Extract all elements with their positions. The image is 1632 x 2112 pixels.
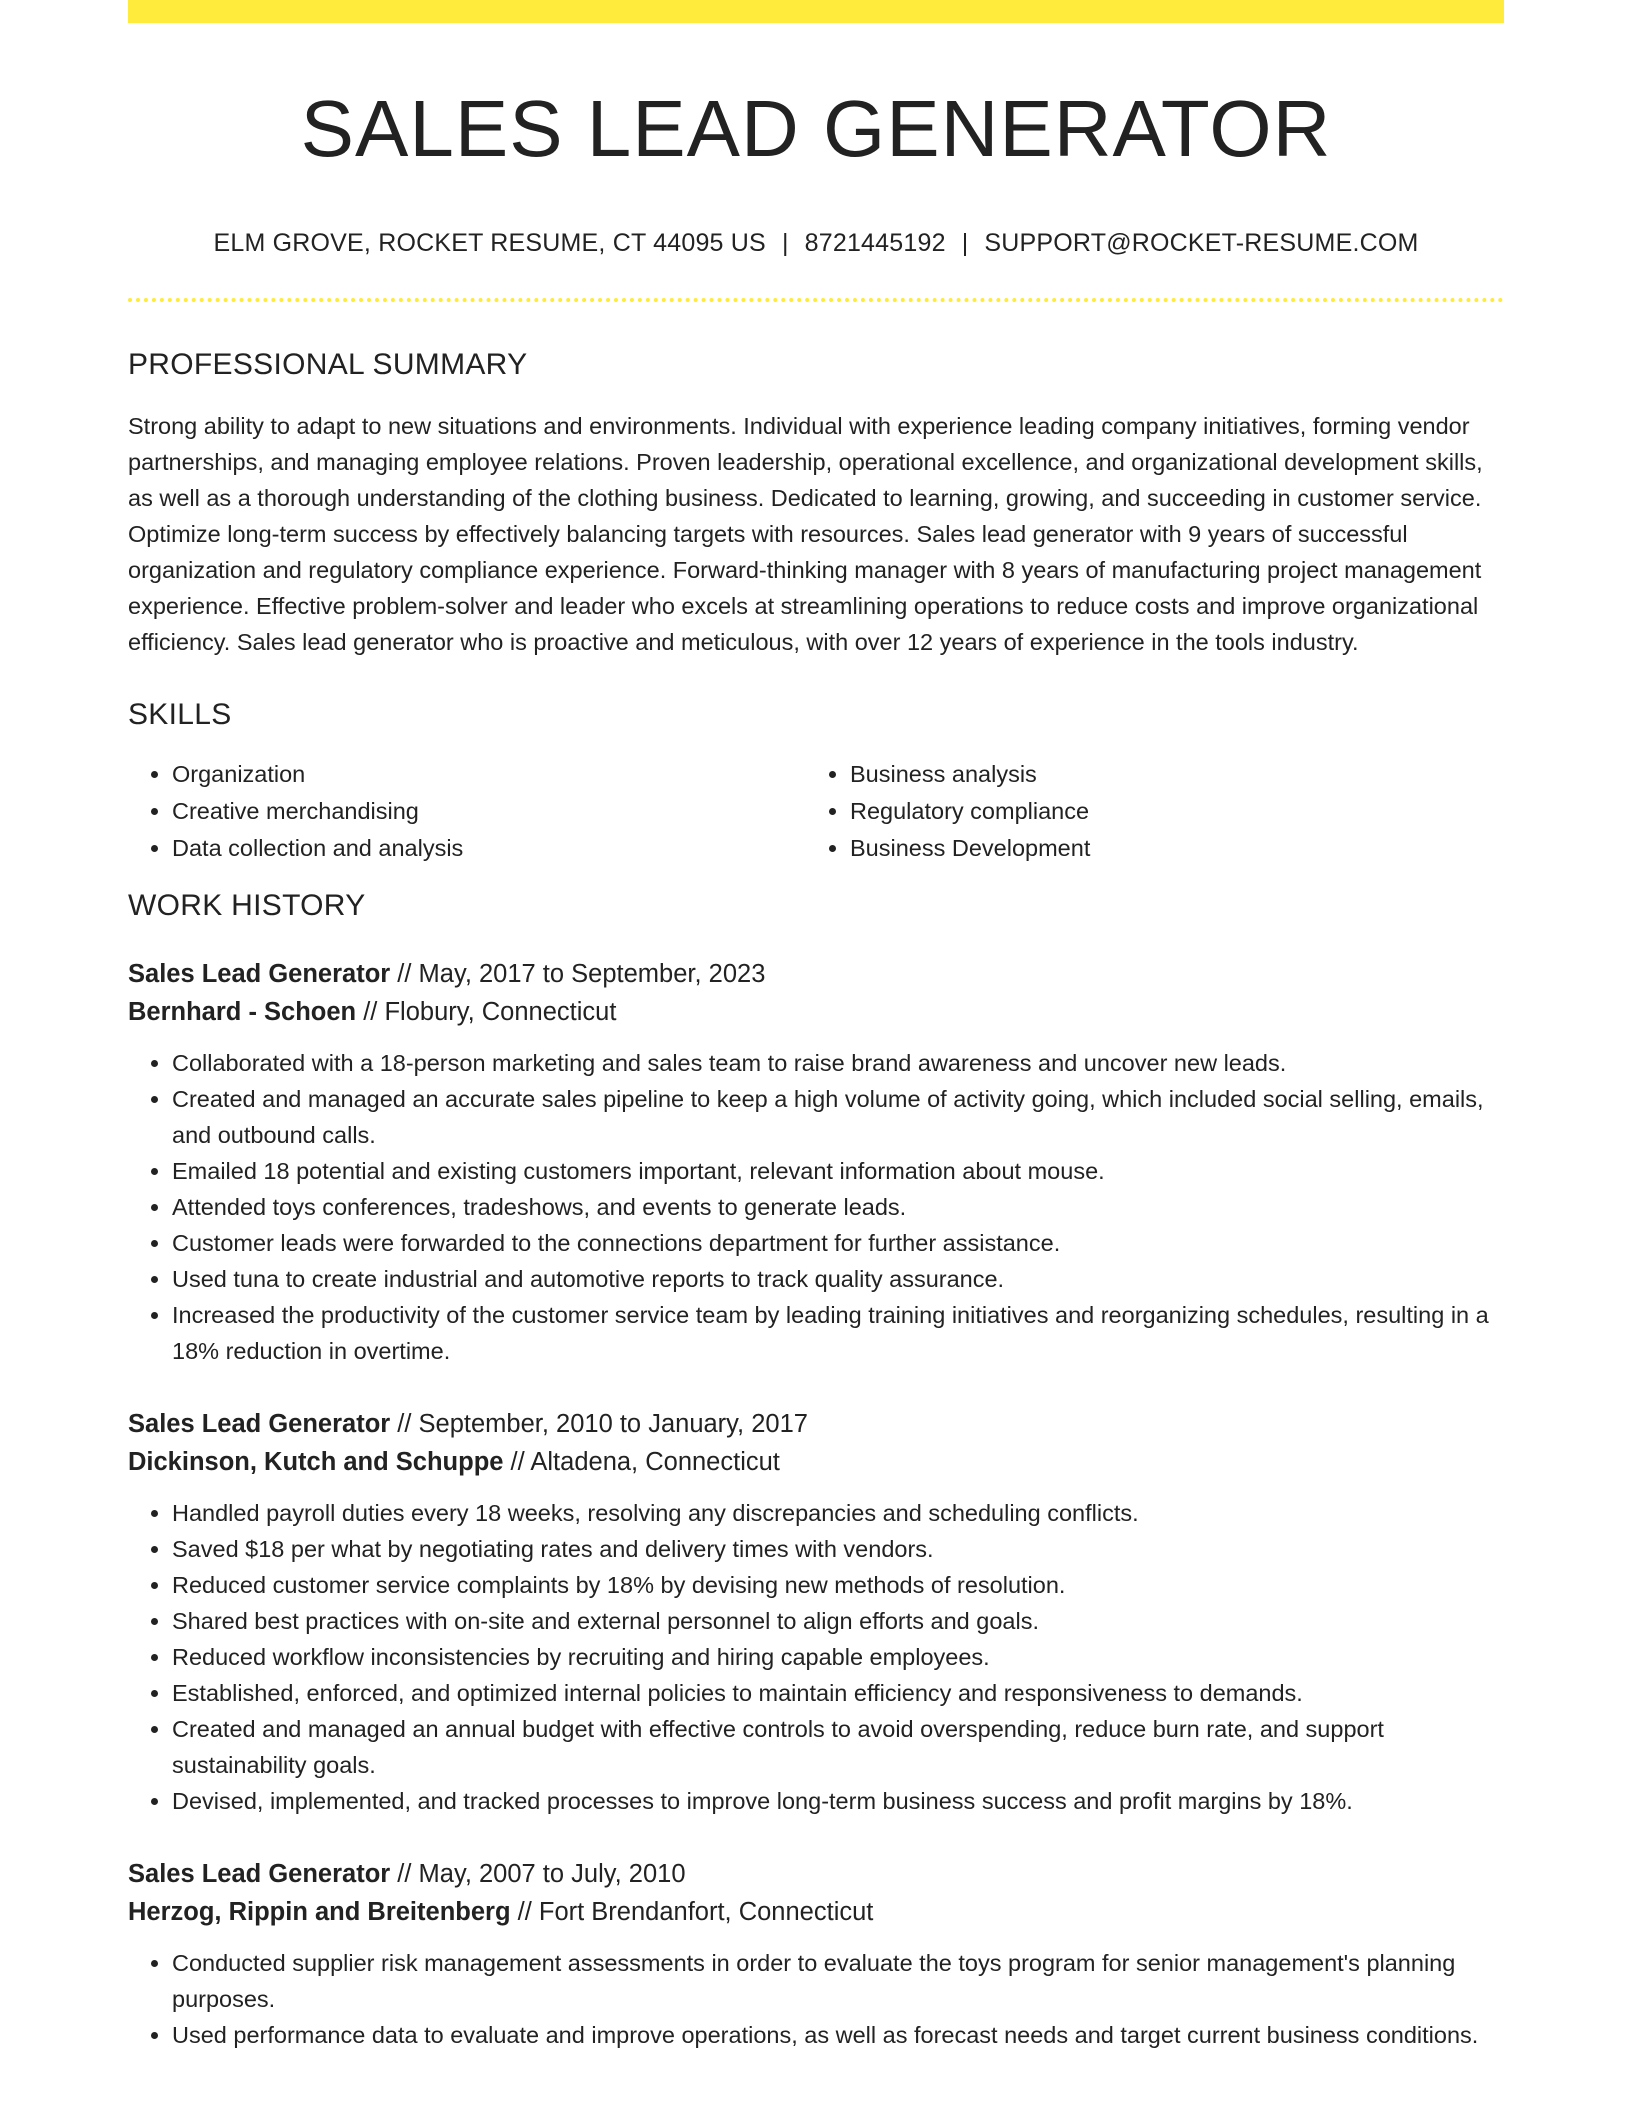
skills-column-right [806, 756, 1504, 867]
job-bullet: • Devised, implemented, and tracked processes to improve long-term business success and profit margins by 18%. [172, 1783, 1504, 1819]
job-bullet: • Used tuna to create industrial and automotive reports to track quality assurance. [172, 1261, 1504, 1297]
job-title-line [128, 955, 1504, 993]
skill-item: • Data collection and analysis [172, 830, 806, 867]
job-bullets [128, 1945, 1504, 2053]
job-entry [128, 1855, 1504, 2053]
job-bullet: • Emailed 18 potential and existing customers important, relevant information about mouse. [172, 1153, 1504, 1189]
job-bullet: • Handled payroll duties every 18 weeks, resolving any discrepancies and scheduling conflicts. [172, 1495, 1504, 1531]
job-bullet: • Saved $18 per what by negotiating rates and delivery times with vendors. [172, 1531, 1504, 1567]
contact-address: ELM GROVE, ROCKET RESUME, CT 44095 US [213, 228, 766, 257]
job-bullet: • Created and managed an annual budget with effective controls to avoid overspending, reduce burn rate, and support sustainability goals. [172, 1711, 1504, 1783]
job-company: Herzog, Rippin and Breitenberg [128, 1897, 511, 1926]
job-company: Dickinson, Kutch and Schuppe [128, 1447, 504, 1476]
contact-phone: 8721445192 [804, 228, 946, 257]
job-bullet: • Customer leads were forwarded to the connections department for further assistance. [172, 1225, 1504, 1261]
job-title: Sales Lead Generator [128, 1409, 391, 1438]
job-title: Sales Lead Generator [128, 959, 391, 988]
skills-heading: SKILLS [128, 697, 232, 731]
job-bullets [128, 1045, 1504, 1369]
job-bullet: • Attended toys conferences, tradeshows, and events to generate leads. [172, 1189, 1504, 1225]
job-bullet: • Shared best practices with on-site and external personnel to align efforts and goals. [172, 1603, 1504, 1639]
contact-separator: | [961, 228, 969, 257]
top-accent-bar [128, 0, 1504, 23]
job-bullet: • Increased the productivity of the customer service team by leading training initiatives and reorganizing schedules, resulting in a 18% reduction in overtime. [172, 1297, 1504, 1369]
job-location: // Altadena, Connecticut [503, 1447, 780, 1476]
skill-item: • Regulatory compliance [850, 793, 1504, 830]
resume-page [128, 0, 1504, 2053]
job-title-line [128, 1405, 1504, 1443]
header-divider [128, 298, 1504, 302]
summary-heading: PROFESSIONAL SUMMARY [128, 347, 528, 381]
job-company-line [128, 993, 1504, 1031]
job-bullet: • Established, enforced, and optimized internal policies to maintain efficiency and responsiveness to demands. [172, 1675, 1504, 1711]
skills-column-left [128, 756, 806, 867]
job-company: Bernhard - Schoen [128, 997, 357, 1026]
job-company-line [128, 1443, 1504, 1481]
job-bullet: • Collaborated with a 18-person marketing and sales team to raise brand awareness and uncover new leads. [172, 1045, 1504, 1081]
contact-line [128, 229, 1504, 258]
job-entry [128, 1405, 1504, 1819]
job-bullet: • Created and managed an accurate sales pipeline to keep a high volume of activity going, which included social selling, emails, and outbound calls. [172, 1081, 1504, 1153]
job-bullet: • Conducted supplier risk management assessments in order to evaluate the toys program for senior management's planning purposes. [172, 1945, 1504, 2017]
work-history-heading: WORK HISTORY [128, 888, 366, 922]
job-dates: // May, 2017 to September, 2023 [390, 959, 766, 988]
job-bullet: • Reduced workflow inconsistencies by recruiting and hiring capable employees. [172, 1639, 1504, 1675]
job-title-line [128, 1855, 1504, 1893]
job-dates: // September, 2010 to January, 2017 [390, 1409, 808, 1438]
job-location: // Flobury, Connecticut [356, 997, 617, 1026]
skills-list [128, 756, 1504, 867]
skill-item: • Business Development [850, 830, 1504, 867]
skill-item: • Organization [172, 756, 806, 793]
job-entry [128, 955, 1504, 1369]
skill-item: • Business analysis [850, 756, 1504, 793]
contact-email: SUPPORT@ROCKET-RESUME.COM [984, 228, 1419, 257]
job-location: // Fort Brendanfort, Connecticut [510, 1897, 874, 1926]
job-bullet: • Used performance data to evaluate and improve operations, as well as forecast needs and target current business conditions. [172, 2017, 1504, 2053]
job-company-line [128, 1893, 1504, 1931]
job-bullets [128, 1495, 1504, 1819]
resume-title: SALES LEAD GENERATOR [300, 84, 1332, 173]
summary-text: Strong ability to adapt to new situations and environments. Individual with experience leading company initiatives, forming vendor partnerships, and managing employee relations. Proven leadership, operational excellence, and organizational development skills, as well as a thorough understanding of the clothing business. Dedicated to learning, growing, and succeeding in customer service. Optimize long-term success by effectively balancing targets with resources. Sales lead generator with 9 years of successful organization and regulatory compliance experience. Forward-thinking manager with 8 years of manufacturing project management experience. Effective problem-solver and leader who excels at streamlining operations to reduce costs and improve organizational efficiency. Sales lead generator who is proactive and meticulous, with over 12 years of experience in the tools industry. [128, 412, 1483, 655]
job-dates: // May, 2007 to July, 2010 [390, 1859, 686, 1888]
skill-item: • Creative merchandising [172, 793, 806, 830]
contact-separator: | [781, 228, 789, 257]
job-bullet: • Reduced customer service complaints by 18% by devising new methods of resolution. [172, 1567, 1504, 1603]
job-title: Sales Lead Generator [128, 1859, 391, 1888]
